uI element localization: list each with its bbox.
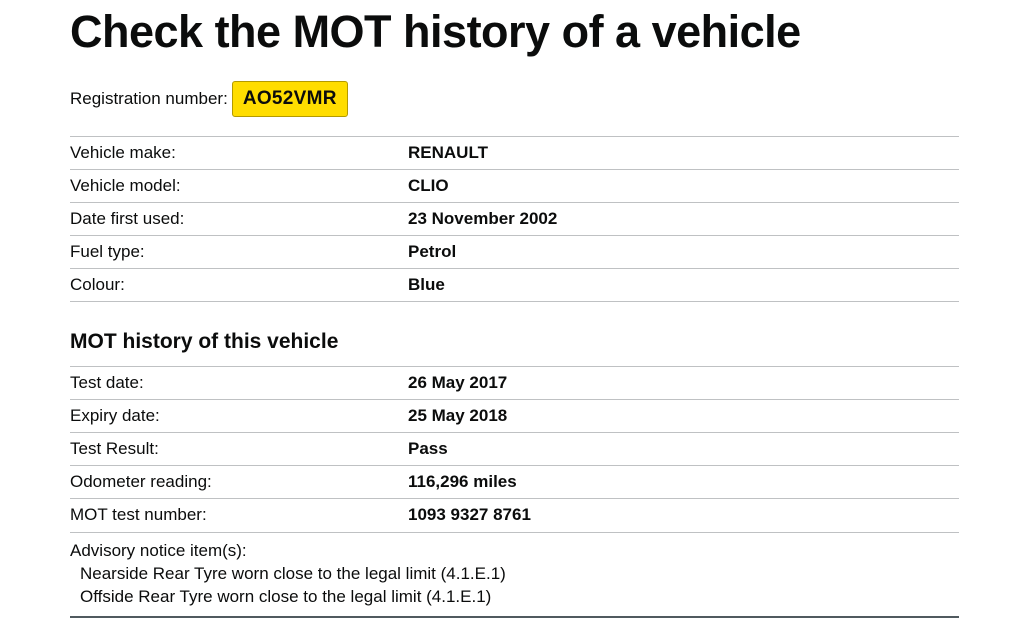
row-value: 116,296 miles xyxy=(408,472,517,491)
row-value: 1093 9327 8761 xyxy=(408,505,531,524)
row-label: Fuel type: xyxy=(70,242,145,261)
row-label: Odometer reading: xyxy=(70,472,212,491)
history-row-odometer xyxy=(70,465,959,498)
registration-plate: AO52VMR xyxy=(232,81,348,117)
vehicle-row-colour xyxy=(70,268,959,302)
row-label: Vehicle model: xyxy=(70,176,181,195)
history-row-test-date xyxy=(70,366,959,399)
advisory-item: Nearside Rear Tyre worn close to the legal limit (4.1.E.1) xyxy=(80,564,506,583)
history-row-test-result xyxy=(70,432,959,465)
row-label: Expiry date: xyxy=(70,406,160,425)
mot-history-table xyxy=(70,366,959,531)
vehicle-row-date-first-used xyxy=(70,202,959,235)
history-row-expiry-date xyxy=(70,399,959,432)
row-value: 23 November 2002 xyxy=(408,209,558,228)
vehicle-details-table xyxy=(70,136,959,302)
page-title: Check the MOT history of a vehicle xyxy=(70,6,801,57)
vehicle-row-model xyxy=(70,169,959,202)
mot-history-heading: MOT history of this vehicle xyxy=(70,330,339,353)
registration-label: Registration number: xyxy=(70,89,228,108)
history-row-mot-test-number xyxy=(70,498,959,531)
vehicle-row-make xyxy=(70,136,959,169)
row-value: CLIO xyxy=(408,176,449,195)
registration-line xyxy=(70,80,348,118)
row-label: Test date: xyxy=(70,373,144,392)
row-label: Vehicle make: xyxy=(70,143,176,162)
row-label: MOT test number: xyxy=(70,505,207,524)
row-label: Colour: xyxy=(70,275,125,294)
advisory-notices xyxy=(70,532,959,618)
row-value: 25 May 2018 xyxy=(408,406,508,425)
row-value: Petrol xyxy=(408,242,457,261)
advisory-label: Advisory notice item(s): xyxy=(70,541,247,560)
row-label: Date first used: xyxy=(70,209,185,228)
row-label: Test Result: xyxy=(70,439,159,458)
row-value: Pass xyxy=(408,439,448,458)
row-value: Blue xyxy=(408,275,445,294)
advisory-item: Offside Rear Tyre worn close to the legal limit (4.1.E.1) xyxy=(80,587,492,606)
row-value: 26 May 2017 xyxy=(408,373,508,392)
vehicle-row-fuel-type xyxy=(70,235,959,268)
row-value: RENAULT xyxy=(408,143,488,162)
